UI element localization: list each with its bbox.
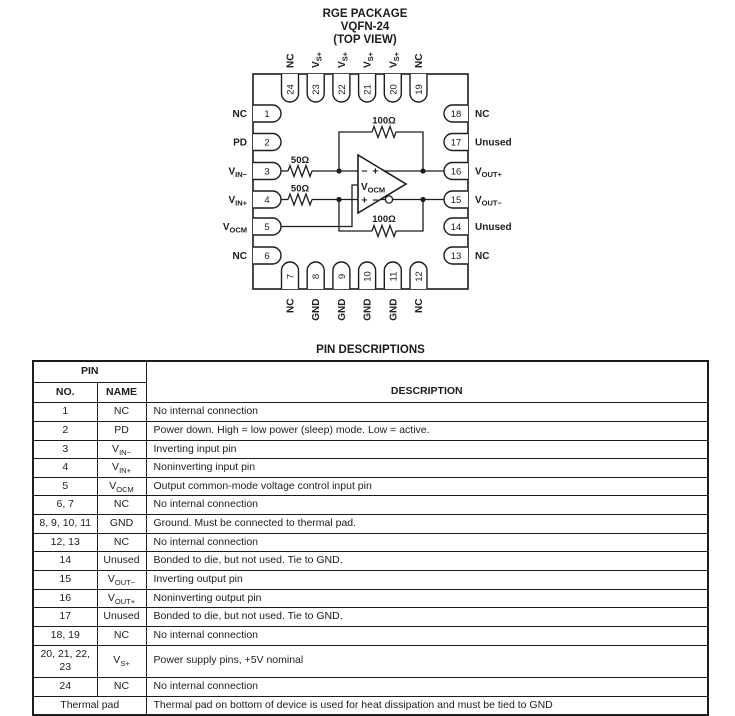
pin-19 xyxy=(410,54,427,102)
pin-no: 15 xyxy=(33,571,97,590)
pin-descriptions-table xyxy=(32,360,709,716)
pin-no: 14 xyxy=(33,552,97,571)
pin-desc: Inverting input pin xyxy=(146,440,708,459)
pin-14 xyxy=(444,218,512,235)
header-pin: PIN xyxy=(33,361,146,382)
pin-name: $V_{IN+}$ xyxy=(97,459,146,478)
header-name: NAME xyxy=(97,382,146,403)
pin-label: NC xyxy=(232,109,247,120)
amp-inversion-bubble xyxy=(385,196,392,203)
pin-label: $V_{OUT+}$ xyxy=(475,166,502,179)
pin-name: $V_{OUT+}$ xyxy=(97,589,146,608)
pin-name: NC xyxy=(97,496,146,515)
pin-no: Thermal pad xyxy=(33,696,146,715)
pin-no: 16 xyxy=(33,589,97,608)
resistor-label-100-top: 100Ω xyxy=(372,115,396,127)
pin-number: 18 xyxy=(450,109,462,120)
pin-no: 18, 19 xyxy=(33,626,97,645)
pin-number: 15 xyxy=(450,195,462,206)
resistor-label-100-bottom: 100Ω xyxy=(372,214,396,225)
pin-label: $V_{S+}$ xyxy=(388,51,401,68)
pin-desc: No internal connection xyxy=(146,677,708,696)
pin-descriptions-section xyxy=(32,344,709,716)
pin-number: 6 xyxy=(264,251,270,262)
junction-dot xyxy=(420,197,425,202)
pin-label: $V_{OCM}$ xyxy=(222,222,247,235)
junction-dot xyxy=(336,197,341,202)
pin-desc: No internal connection xyxy=(146,496,708,515)
pin-number: 12 xyxy=(414,271,425,282)
pin-no: 4 xyxy=(33,459,97,478)
resistor-label-50-bottom: 50Ω xyxy=(290,183,310,195)
pin-5 xyxy=(223,218,281,235)
pin-name: $V_{OUT-}$ xyxy=(97,571,146,590)
pin-4 xyxy=(228,191,281,208)
pin-21 xyxy=(359,51,376,102)
pin-label: NC xyxy=(285,298,297,313)
table-row xyxy=(33,608,708,627)
pin-7 xyxy=(282,262,299,313)
pin-name: NC xyxy=(97,533,146,552)
pin-number: 14 xyxy=(450,222,462,233)
pin-number: 19 xyxy=(414,84,425,95)
package-title-line3: (TOP VIEW) xyxy=(333,34,397,46)
pin-number: 10 xyxy=(362,271,374,282)
pin-10 xyxy=(359,262,376,321)
table-row xyxy=(33,626,708,645)
pin-12 xyxy=(410,262,427,313)
amp-input-minus: − xyxy=(361,165,368,178)
pin-number: 9 xyxy=(336,273,348,280)
pin-label: GND xyxy=(362,298,374,321)
pin-label: $V_{S+}$ xyxy=(362,51,376,68)
amp-output-plus: + xyxy=(372,165,379,178)
pin-22 xyxy=(333,51,350,102)
pin-label: $V_{IN+}$ xyxy=(228,195,247,208)
pin-9 xyxy=(333,262,350,321)
pin-desc: Power supply pins, +5V nominal xyxy=(146,645,708,677)
pin-number: 23 xyxy=(311,84,323,95)
pin-name: NC xyxy=(97,677,146,696)
pin-2 xyxy=(233,134,281,151)
pin-no: 20, 21, 22, 23 xyxy=(33,645,97,677)
pin-desc: Thermal pad on bottom of device is used for heat dissipation and must be tied to GND xyxy=(146,696,708,715)
table-row xyxy=(33,677,708,696)
pin-no: 24 xyxy=(33,677,97,696)
pin-20 xyxy=(384,51,401,102)
amp-vocm-label: $V_{OCM}$ xyxy=(361,182,386,195)
pin-number: 24 xyxy=(285,84,297,95)
pin-number: 3 xyxy=(264,166,270,178)
pin-15 xyxy=(444,191,503,208)
pin-label: GND xyxy=(336,298,348,321)
pin-number: 7 xyxy=(285,273,297,280)
pin-3 xyxy=(228,163,281,180)
pin-number: 21 xyxy=(362,84,374,95)
header-description: DESCRIPTION xyxy=(146,361,708,403)
pin-label: Unused xyxy=(475,222,512,233)
pin-23 xyxy=(307,51,324,102)
pin-6 xyxy=(233,247,281,264)
pin-name: Unused xyxy=(97,608,146,627)
pin-name: $V_{S+}$ xyxy=(97,645,146,677)
pin-label: NC xyxy=(475,109,490,120)
package-title-line1: RGE PACKAGE xyxy=(322,8,408,20)
pin-name: PD xyxy=(97,421,146,440)
table-row xyxy=(33,496,708,515)
table-row xyxy=(33,552,708,571)
amp-output-minus: − xyxy=(372,194,379,207)
junction-dot xyxy=(420,168,425,173)
pin-label: $V_{S+}$ xyxy=(311,51,324,68)
pin-no: 12, 13 xyxy=(33,533,97,552)
pin-label: NC xyxy=(475,251,490,262)
pin-label: $V_{S+}$ xyxy=(336,51,350,68)
pin-desc: No internal connection xyxy=(146,403,708,422)
resistor-label-50-top: 50Ω xyxy=(290,155,310,166)
table-row xyxy=(33,571,708,590)
pin-18 xyxy=(444,105,489,122)
pin-number: 11 xyxy=(388,271,400,282)
pin-desc: Bonded to die, but not used. Tie to GND. xyxy=(146,552,708,571)
pin-label: $V_{IN-}$ xyxy=(228,166,247,179)
pin-name: NC xyxy=(97,403,146,422)
pin-no: 1 xyxy=(33,403,97,422)
pin-number: 1 xyxy=(264,109,270,120)
pin-no: 3 xyxy=(33,440,97,459)
table-row xyxy=(33,477,708,496)
pin-number: 2 xyxy=(264,137,270,149)
pin-desc: Noninverting output pin xyxy=(146,589,708,608)
pin-label: Unused xyxy=(475,137,512,149)
header-no: NO. xyxy=(33,382,97,403)
pin-number: 20 xyxy=(388,84,400,95)
pin-1 xyxy=(233,105,281,122)
table-row xyxy=(33,403,708,422)
pin-13 xyxy=(444,247,489,264)
pin-number: 22 xyxy=(336,84,348,95)
pin-label: NC xyxy=(232,251,247,262)
package-title-line2: VQFN-24 xyxy=(340,21,390,33)
pin-16 xyxy=(444,163,503,180)
pin-number: 16 xyxy=(450,166,462,178)
table-row xyxy=(33,589,708,608)
pin-name: $V_{OCM}$ xyxy=(97,477,146,496)
pin-no: 8, 9, 10, 11 xyxy=(33,515,97,534)
table-row xyxy=(33,421,708,440)
pin-desc: Noninverting input pin xyxy=(146,459,708,478)
table-row xyxy=(33,440,708,459)
pin-no: 2 xyxy=(33,421,97,440)
junction-dot xyxy=(336,168,341,173)
pin-8 xyxy=(307,262,324,321)
pin-number: 13 xyxy=(450,251,462,262)
table-row xyxy=(33,533,708,552)
pin-no: 6, 7 xyxy=(33,496,97,515)
pin-name: GND xyxy=(97,515,146,534)
pin-11 xyxy=(384,262,401,321)
pin-desc: No internal connection xyxy=(146,533,708,552)
table-row-thermal-pad xyxy=(33,696,708,715)
table-row xyxy=(33,515,708,534)
pin-name: $V_{IN-}$ xyxy=(97,440,146,459)
table-header-row-1 xyxy=(33,361,708,382)
pin-desc: Power down. High = low power (sleep) mode. Low = active. xyxy=(146,421,708,440)
table-row xyxy=(33,459,708,478)
pin-desc: Inverting output pin xyxy=(146,571,708,590)
pin-label: GND xyxy=(311,298,323,321)
pin-no: 17 xyxy=(33,608,97,627)
table-row xyxy=(33,645,708,677)
pin-number: 8 xyxy=(311,273,323,280)
pin-number: 17 xyxy=(450,137,462,149)
pin-name: Unused xyxy=(97,552,146,571)
pin-17 xyxy=(444,134,512,151)
pin-label: NC xyxy=(414,298,425,313)
table-title: PIN DESCRIPTIONS xyxy=(316,344,425,356)
pin-diagram xyxy=(0,0,735,340)
pin-desc: Output common-mode voltage control input pin xyxy=(146,477,708,496)
pin-desc: No internal connection xyxy=(146,626,708,645)
pin-label: GND xyxy=(388,298,400,321)
pin-no: 5 xyxy=(33,477,97,496)
amp-input-plus: + xyxy=(361,194,368,207)
pin-number: 4 xyxy=(264,195,270,206)
pin-desc: Bonded to die, but not used. Tie to GND. xyxy=(146,608,708,627)
pin-24 xyxy=(282,54,299,102)
pin-label: NC xyxy=(285,53,297,68)
pin-label: NC xyxy=(414,53,425,68)
pin-label: $V_{OUT-}$ xyxy=(475,195,502,208)
pin-label: PD xyxy=(233,137,247,149)
pin-desc: Ground. Must be connected to thermal pad. xyxy=(146,515,708,534)
pin-name: NC xyxy=(97,626,146,645)
pin-number: 5 xyxy=(264,222,270,233)
